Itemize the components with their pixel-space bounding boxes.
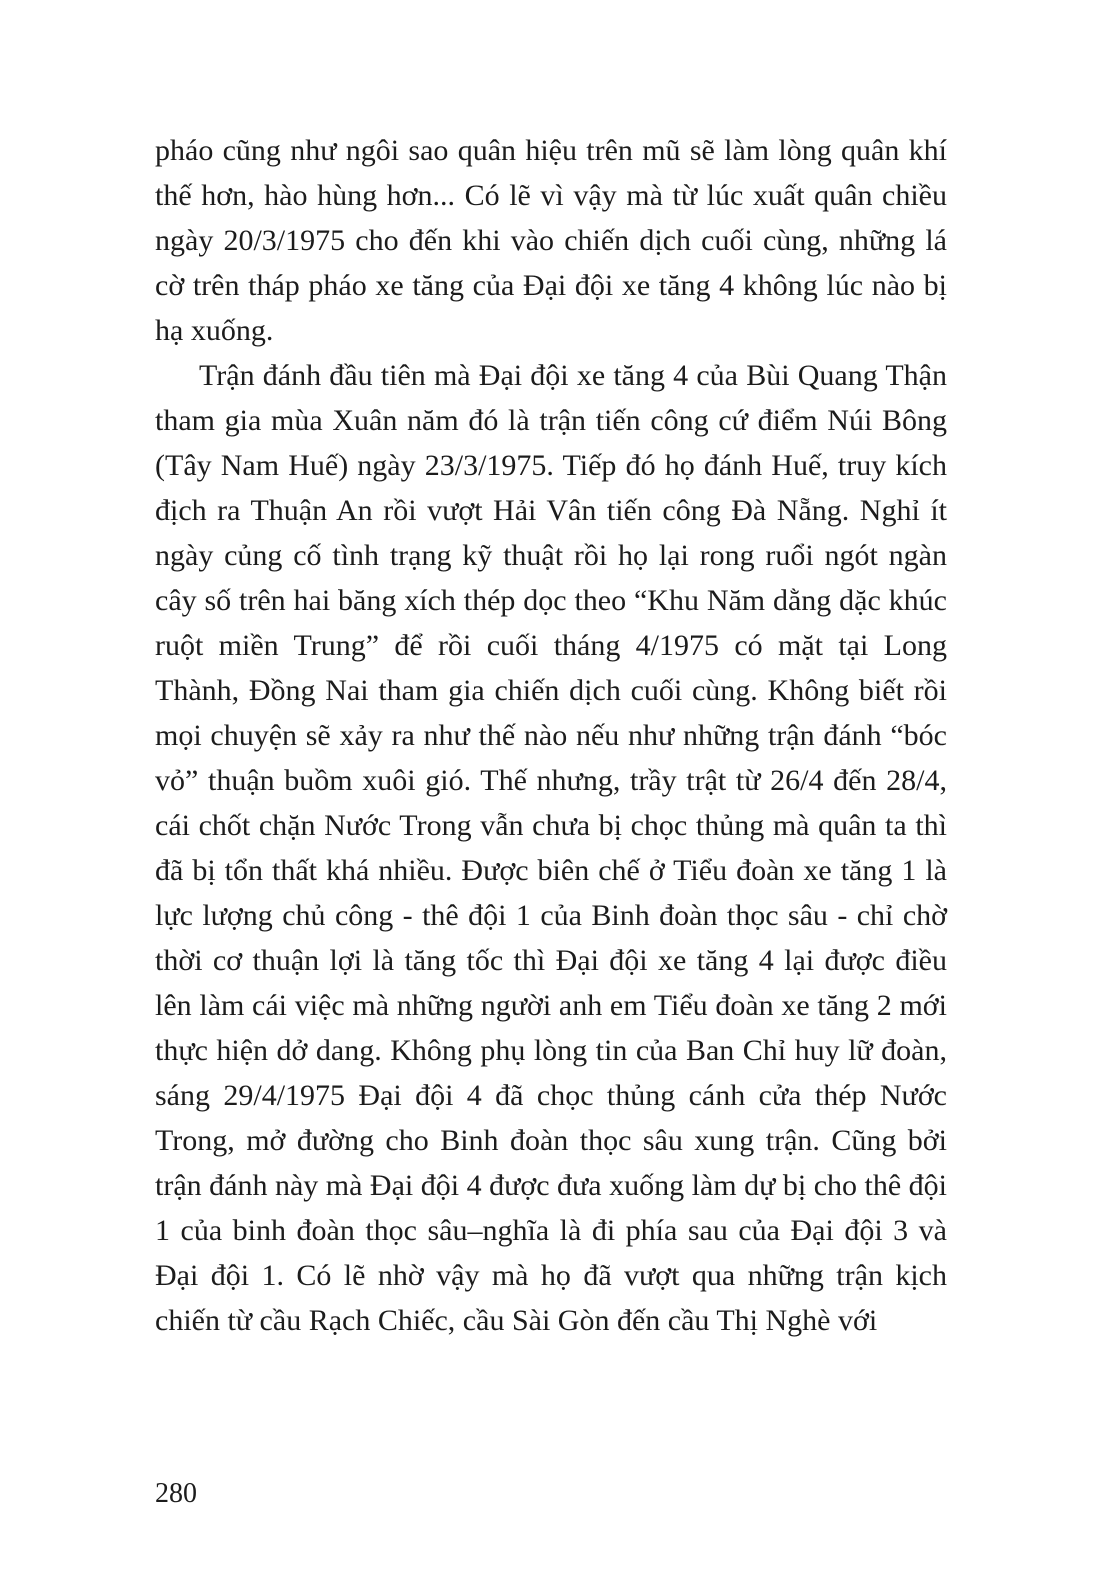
paragraph-continuation: pháo cũng như ngôi sao quân hiệu trên mũ sẽ làm lòng quân khí thế hơn, hào hùng hơn... Có lẽ vì vậy mà từ lúc xuất quân chiều ngày 20/3/1975 cho đến khi vào chiến dịch cuối cùng, những lá cờ trên tháp pháo xe tăng của Đại đội xe tăng 4 không lúc nào bị hạ xuống. (155, 134, 947, 347)
page-number: 280 (155, 1478, 197, 1509)
body-text (155, 128, 947, 1343)
paragraph-main: Trận đánh đầu tiên mà Đại đội xe tăng 4 của Bùi Quang Thận tham gia mùa Xuân năm đó là trận tiến công cứ điểm Núi Bông (Tây Nam Huế) ngày 23/3/1975. Tiếp đó họ đánh Huế, truy kích địch ra Thuận An rồi vượt Hải Vân tiến công Đà Nẵng. Nghỉ ít ngày củng cố tình trạng kỹ thuật rồi họ lại rong ruổi ngót ngàn cây số trên hai băng xích thép dọc theo “Khu Năm dằng dặc khúc ruột miền Trung” để rồi cuối tháng 4/1975 có mặt tại Long Thành, Đồng Nai tham gia chiến dịch cuối cùng. Không biết rồi mọi chuyện sẽ xảy ra như thế nào nếu như những trận đánh “bóc vỏ” thuận buồm xuôi gió. Thế nhưng, trầy trật từ 26/4 đến 28/4, cái chốt chặn Nước Trong vẫn chưa bị chọc thủng mà quân ta thì đã bị tổn thất khá nhiều. Được biên chế ở Tiểu đoàn xe tăng 1 là lực lượng chủ công - thê đội 1 của Binh đoàn thọc sâu - chỉ chờ thời cơ thuận lợi là tăng tốc thì Đại đội xe tăng 4 lại được điều lên làm cái việc mà những người anh em Tiểu đoàn xe tăng 2 mới thực hiện dở dang. Không phụ lòng tin của Ban Chỉ huy lữ đoàn, sáng 29/4/1975 Đại đội 4 đã chọc thủng cánh cửa thép Nước Trong, mở đường cho Binh đoàn thọc sâu xung trận. Cũng bởi trận đánh này mà Đại đội 4 được đưa xuống làm dự bị cho thê đội 1 của binh đoàn thọc sâu–nghĩa là đi phía sau của Đại đội 3 và Đại đội 1. Có lẽ nhờ vậy mà họ đã vượt qua những trận kịch chiến từ cầu Rạch Chiếc, cầu Sài Gòn đến cầu Thị Nghè với (155, 359, 947, 1337)
